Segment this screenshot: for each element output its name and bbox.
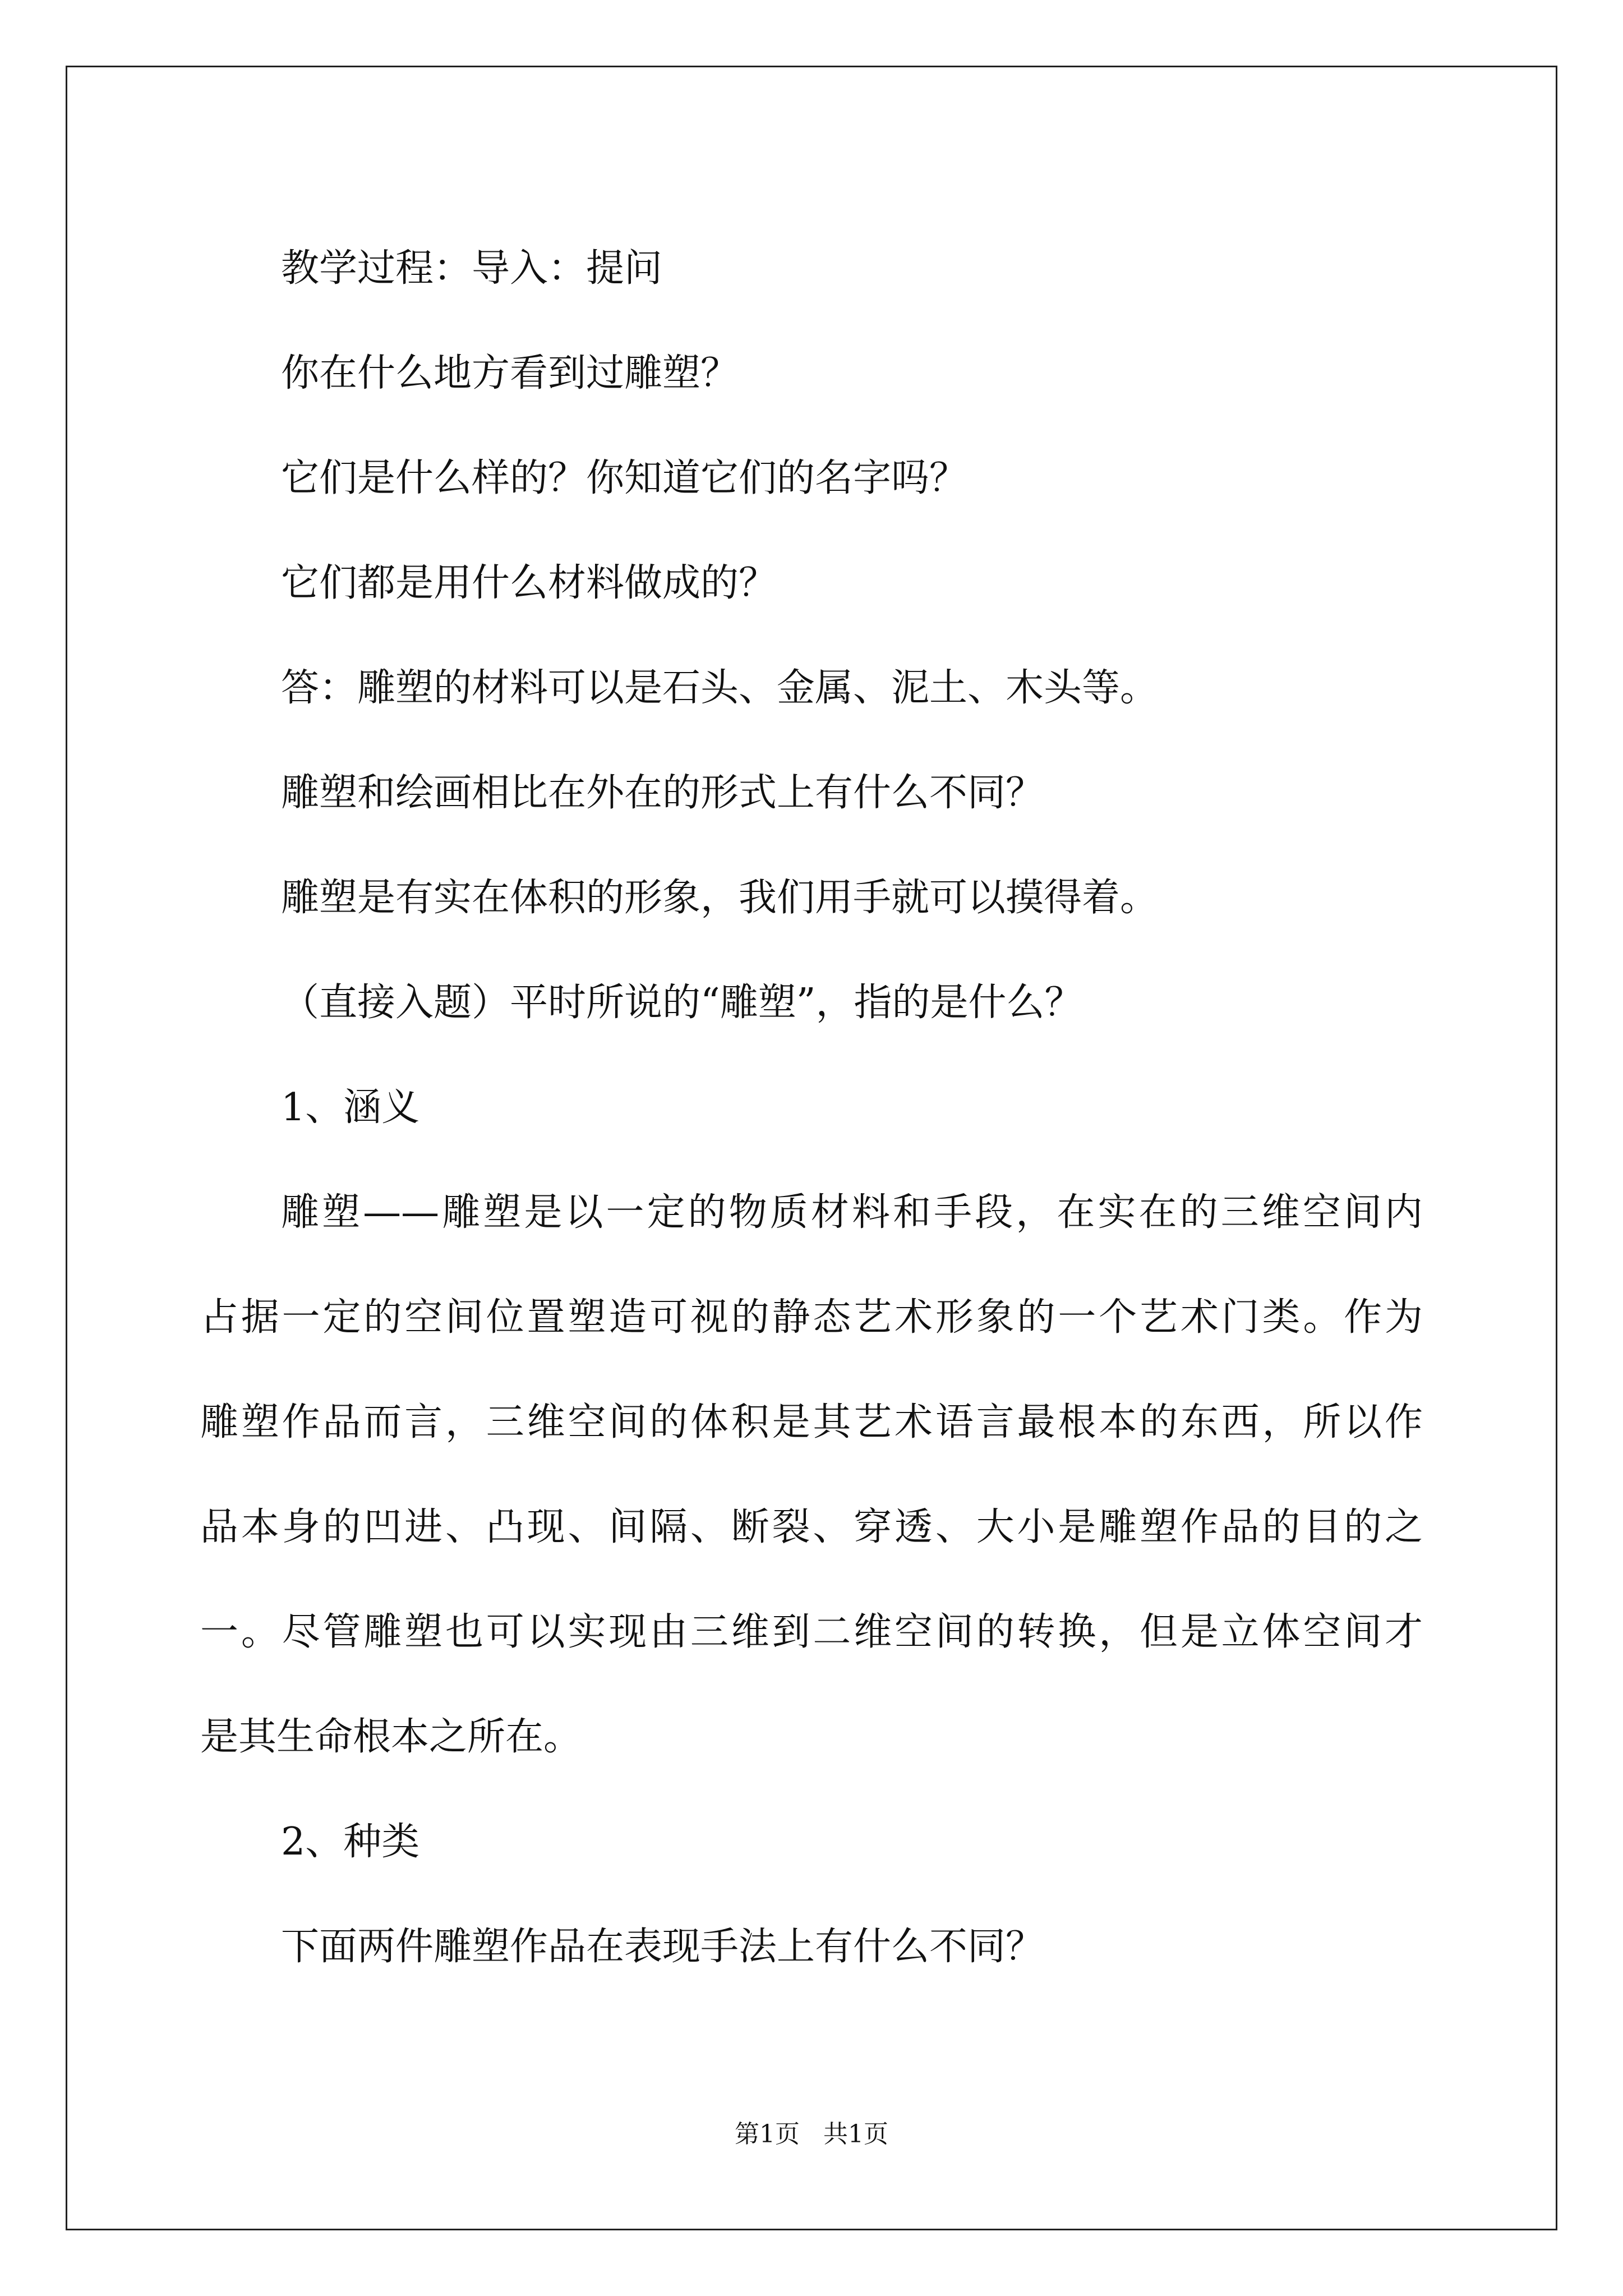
page-number-footer: 第1页 共1页 <box>735 2120 888 2148</box>
paragraph-question-difference: 雕塑和绘画相比在外在的形式上有什么不同？ <box>281 771 1044 815</box>
paragraph-question-definition: （直接入题）平时所说的“雕塑”，指的是什么？ <box>281 981 1083 1025</box>
paragraph-question-technique: 下面两件雕塑作品在表现手法上有什么不同？ <box>281 1925 1044 1969</box>
definition-line: 一。尽管雕塑也可以实现由三维到二维空间的转换，但是立体空间才 <box>200 1610 1423 1654</box>
document-body <box>200 216 1423 1999</box>
definition-line: 雕塑作品而言，三维空间的体积是其艺术语言最根本的东西，所以作 <box>200 1400 1423 1444</box>
section-heading-meaning: 1、涵义 <box>281 1085 420 1130</box>
paragraph-question-material: 它们都是用什么材料做成的？ <box>281 561 777 605</box>
paragraph-question-where: 你在什么地方看到过雕塑？ <box>281 351 739 395</box>
paragraph-answer-volume: 雕塑是有实在体积的形象，我们用手就可以摸得着。 <box>281 876 1159 920</box>
definition-line: 雕塑——雕塑是以一定的物质材料和手段，在实在的三维空间内 <box>281 1190 1423 1235</box>
definition-line: 品本身的凹进、凸现、间隔、断裂、穿透、大小是雕塑作品的目的之 <box>200 1505 1423 1549</box>
definition-line: 占据一定的空间位置塑造可视的静态艺术形象的一个艺术门类。作为 <box>200 1295 1423 1340</box>
definition-line: 是其生命根本之所在。 <box>200 1715 582 1759</box>
section-heading-types: 2、种类 <box>281 1820 420 1864</box>
paragraph-question-what: 它们是什么样的？你知道它们的名字吗？ <box>281 456 968 500</box>
paragraph-answer-material: 答：雕塑的材料可以是石头、金属、泥土、木头等。 <box>281 666 1159 710</box>
paragraph-definition <box>200 1160 1423 1789</box>
paragraph-teaching-process: 教学过程：导入：提问 <box>281 246 663 291</box>
